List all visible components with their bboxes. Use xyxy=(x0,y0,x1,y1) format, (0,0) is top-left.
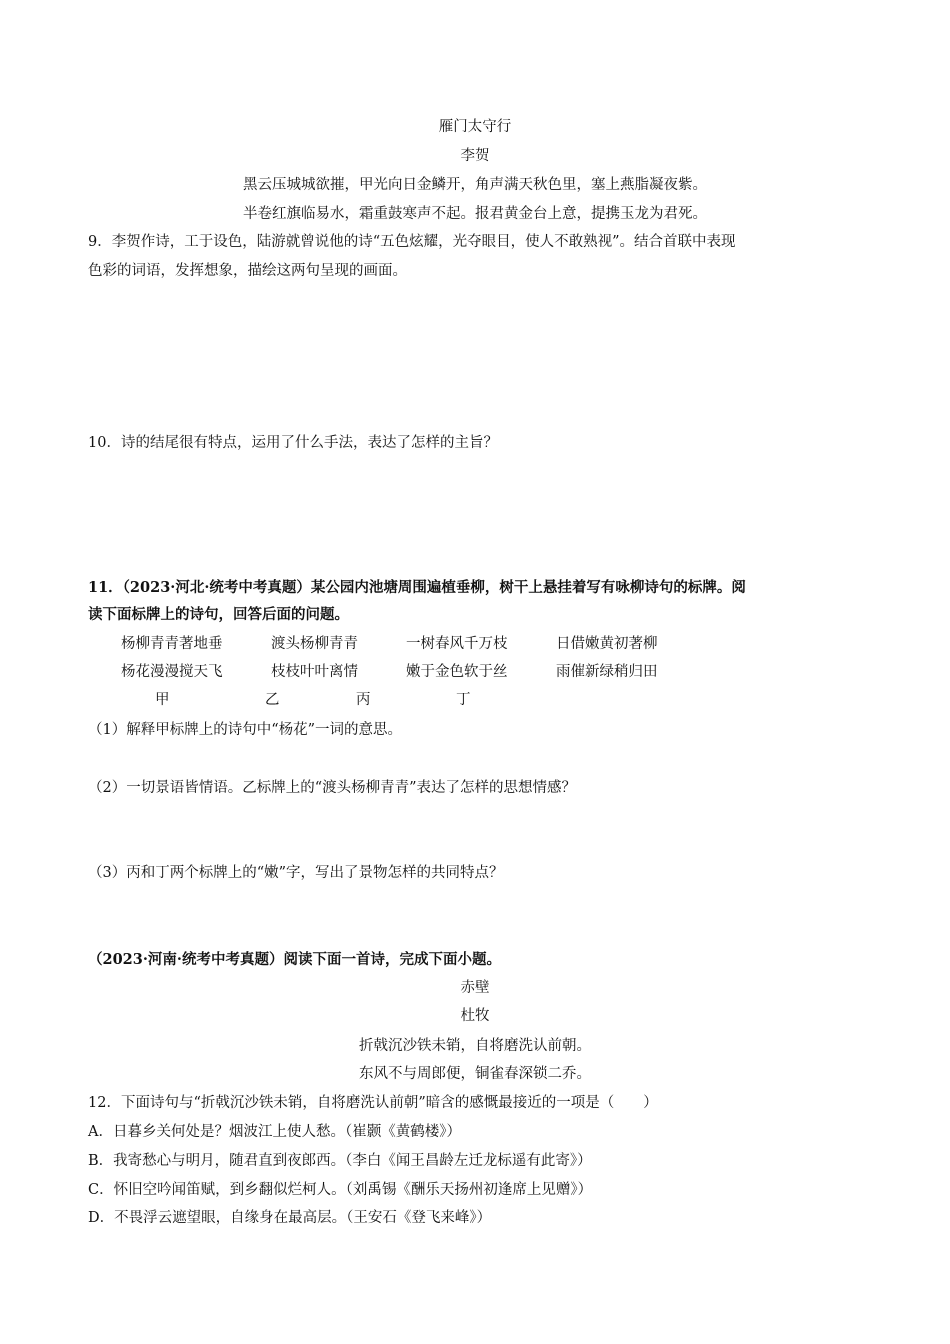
poem-author: 杜牧 xyxy=(460,1008,490,1024)
sign-upper-text: 日借嫩黄初著柳 xyxy=(556,636,658,652)
sign-upper-text: 杨柳青青著地垂 xyxy=(121,636,223,652)
poem-line: 半卷红旗临易水，霜重鼓寒声不起。报君黄金台上意，提携玉龙为君死。 xyxy=(243,206,707,222)
option-b: B．我寄愁心与明月，随君直到夜郎西。（李白《闻王昌龄左迁龙标遥有此寄》） xyxy=(88,1153,592,1169)
option-a: A．日暮乡关何处是？烟波江上使人愁。（崔颢《黄鹤楼》） xyxy=(88,1124,461,1140)
section-heading: （2023·河南·统考中考真题）阅读下面一首诗，完成下面小题。 xyxy=(88,951,501,968)
sign-upper-text: 一树春风千万枝 xyxy=(406,636,508,652)
question-11-sub-2: （2）一切景语皆情语。乙标牌上的“渡头杨柳青青”表达了怎样的思想情感？ xyxy=(88,780,577,796)
question-12-stem: 12．下面诗句与“折戟沉沙铁未销，自将磨洗认前朝”暗含的感慨最接近的一项是（ ） xyxy=(88,1095,658,1111)
question-10: 10．诗的结尾很有特点，运用了什么手法，表达了怎样的主旨？ xyxy=(88,435,498,451)
sign-label: 乙 xyxy=(265,692,280,708)
sign-lower-text: 雨催新绿稍归田 xyxy=(556,664,658,680)
poem-title: 雁门太守行 xyxy=(438,119,512,135)
question-9-line: 9．李贺作诗，工于设色，陆游就曾说他的诗“五色炫耀，光夺眼目，使人不敢熟视”。结合首联中表现 xyxy=(88,234,736,250)
sign-lower-text: 嫩于金色软于丝 xyxy=(406,664,508,680)
sign-label: 丁 xyxy=(456,692,471,708)
option-d: D．不畏浮云遮望眼，自缘身在最高层。（王安石《登飞来峰》） xyxy=(88,1210,492,1226)
sign-label: 丙 xyxy=(356,692,371,708)
sign-lower-text: 枝枝叶叶离情 xyxy=(271,664,358,680)
poem-line: 黑云压城城欲摧，甲光向日金鳞开，角声满天秋色里，塞上燕脂凝夜紫。 xyxy=(243,177,707,193)
question-11-line: 11．（2023·河北·统考中考真题）某公园内池塘周围遍植垂柳，树干上悬挂着写有咏柳诗句的标牌。阅 xyxy=(88,579,746,596)
poem-title: 赤壁 xyxy=(460,980,490,996)
sign-upper-text: 渡头杨柳青青 xyxy=(271,636,358,652)
poem-line: 东风不与周郎便，铜雀春深锁二乔。 xyxy=(359,1066,591,1082)
option-c: C．怀旧空吟闻笛赋，到乡翻似烂柯人。（刘禹锡《酬乐天扬州初逢席上见赠》） xyxy=(88,1182,593,1198)
poem-line: 折戟沉沙铁未销，自将磨洗认前朝。 xyxy=(359,1038,591,1054)
question-9-line: 色彩的词语，发挥想象，描绘这两句呈现的画面。 xyxy=(88,263,407,279)
question-11-sub-3: （3）丙和丁两个标牌上的“嫩”字，写出了景物怎样的共同特点？ xyxy=(88,865,504,881)
sign-lower-text: 杨花漫漫搅天飞 xyxy=(121,664,223,680)
poem-author: 李贺 xyxy=(460,148,490,164)
question-11-line: 读下面标牌上的诗句，回答后面的问题。 xyxy=(88,606,349,623)
question-11-sub-1: （1）解释甲标牌上的诗句中“杨花”一词的意思。 xyxy=(88,722,403,738)
sign-label: 甲 xyxy=(155,692,170,708)
